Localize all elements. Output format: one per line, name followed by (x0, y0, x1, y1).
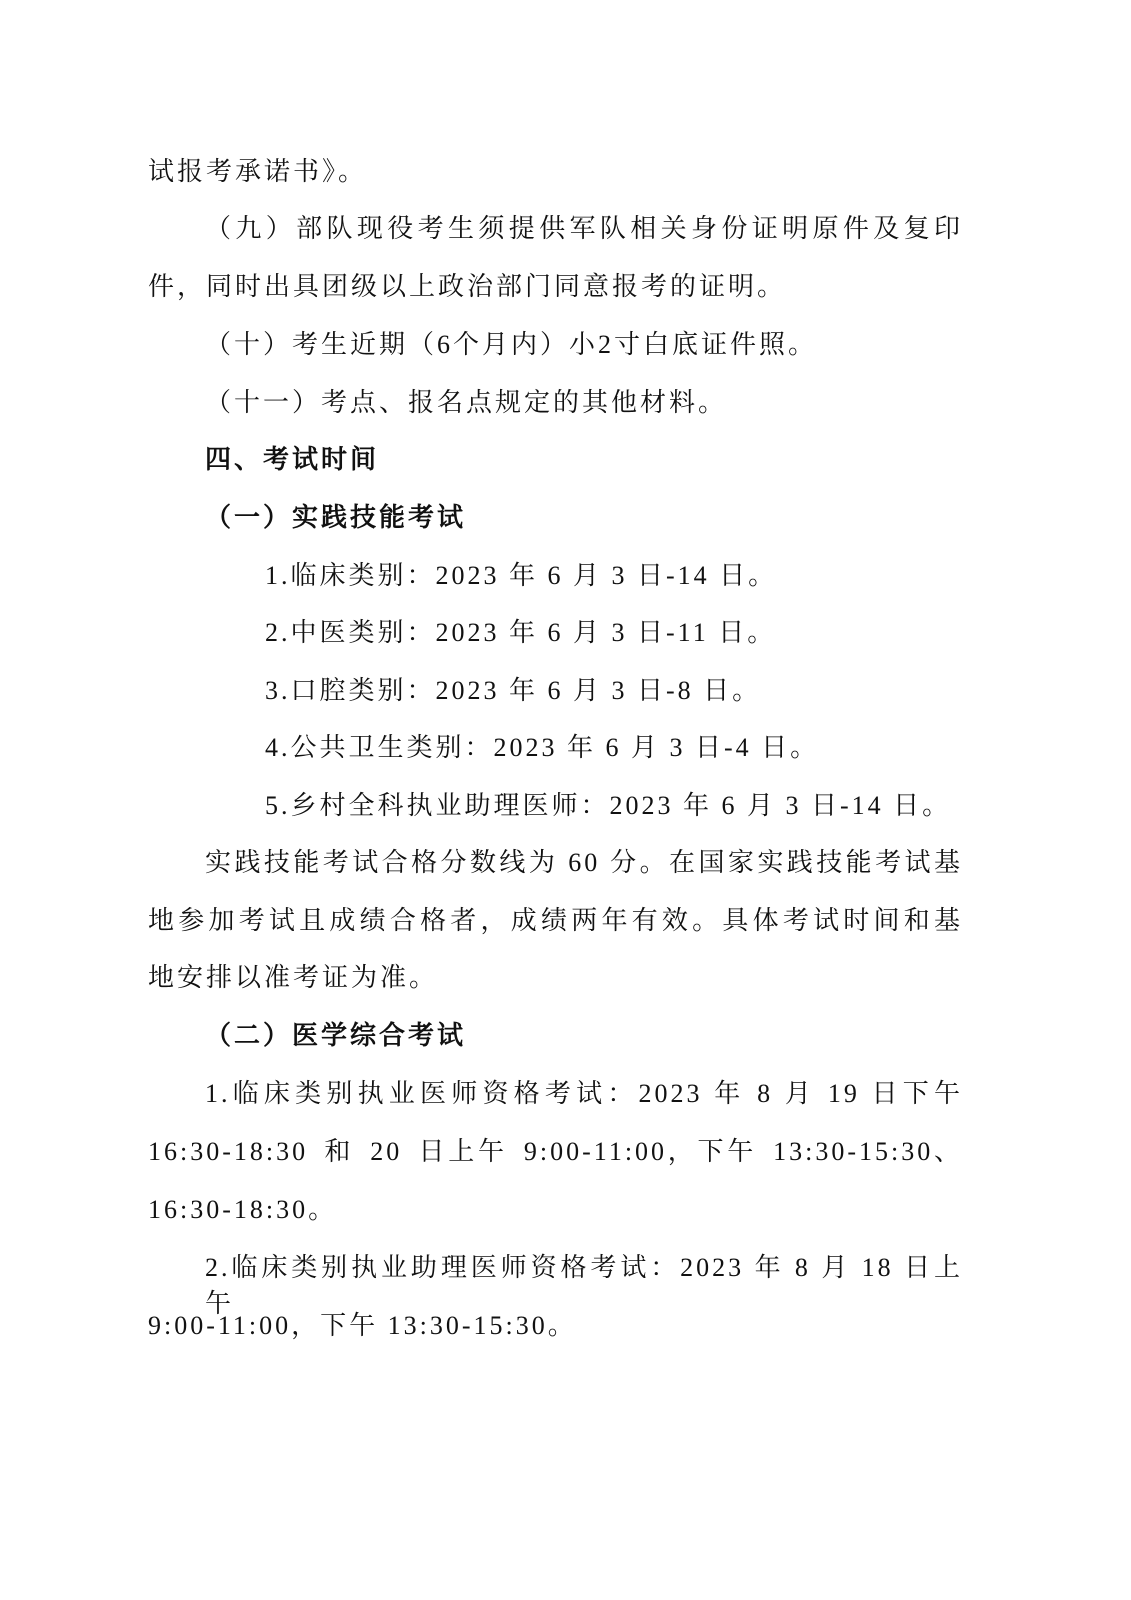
subsection-heading: （二）医学综合考试 (205, 1021, 467, 1050)
text-line: 试报考承诺书》。 (148, 157, 368, 186)
text-line: 16:30-18:30 和 20 日上午 9:00-11:00，下午 13:30-15:30、 (148, 1137, 963, 1166)
list-item: 2.中医类别：2023 年 6 月 3 日-11 日。 (265, 618, 777, 647)
text-line: （十一）考点、报名点规定的其他材料。 (205, 388, 728, 417)
list-item: 1.临床类别：2023 年 6 月 3 日-14 日。 (265, 561, 778, 590)
list-item: 5.乡村全科执业助理医师：2023 年 6 月 3 日-14 日。 (265, 791, 952, 820)
subsection-heading: （一）实践技能考试 (205, 503, 467, 532)
text-line: （九）部队现役考生须提供军队相关身份证明原件及复印 (205, 214, 963, 243)
text-line: 地参加考试且成绩合格者，成绩两年有效。具体考试时间和基 (148, 906, 963, 935)
list-item: 2.临床类别执业助理医师资格考试：2023 年 8 月 18 日上午 (205, 1253, 963, 1318)
section-heading: 四、考试时间 (205, 445, 380, 475)
list-item: 4.公共卫生类别：2023 年 6 月 3 日-4 日。 (265, 733, 820, 762)
text-line: 16:30-18:30。 (148, 1195, 338, 1224)
list-item: 3.口腔类别：2023 年 6 月 3 日-8 日。 (265, 676, 762, 705)
list-item: 1.临床类别执业医师资格考试：2023 年 8 月 19 日下午 (205, 1079, 963, 1108)
text-line: 件，同时出具团级以上政治部门同意报考的证明。 (148, 272, 787, 301)
text-line: 地安排以准考证为准。 (148, 963, 439, 992)
text-line: （十）考生近期（6个月内）小2寸白底证件照。 (205, 330, 818, 359)
text-line: 9:00-11:00，下午 13:30-15:30。 (148, 1311, 577, 1340)
text-line: 实践技能考试合格分数线为 60 分。在国家实践技能考试基 (205, 848, 963, 877)
